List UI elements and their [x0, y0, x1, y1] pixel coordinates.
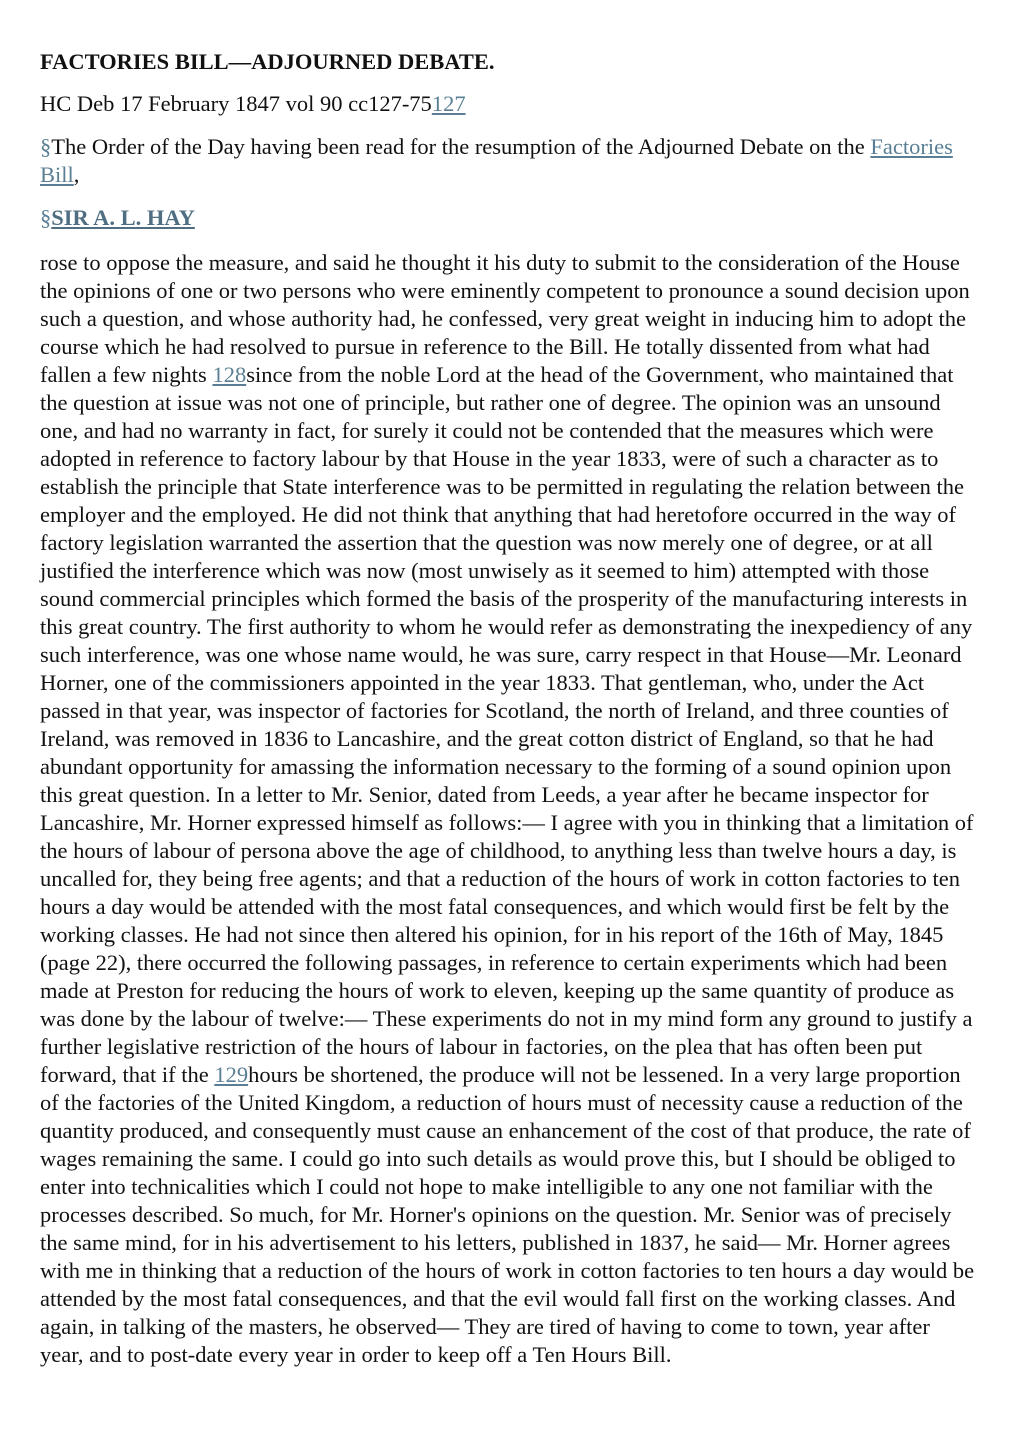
- section-mark-icon: §: [40, 205, 52, 230]
- speaker-heading: [40, 203, 976, 233]
- speech-text-part2: since from the noble Lord at the head of the Government, who maintained that the question at issue was not one of principle, but rather one of degree. The opinion was an unsound one, and had no warranty in fact, for surely it could not be contended that the measures which were adopted in reference to factory labour by that House in the year 1833, were of such a character as to establish the principle that State interference was to be permitted in regulating the relation between the employer and the employed. He did not think that anything that had heretofore occurred in the way of factory legislation warranted the assertion that the question was now merely one of degree, or at all justified the interference which was now (most unwisely as it seemed to him) attempted with those sound commercial principles which formed the basis of the prosperity of the manufacturing interests in this great country. The first authority to whom he would refer as demonstrating the inexpediency of any such interference, was one whose name would, he was sure, carry respect in that House—Mr. Leonard Horner, one of the commissioners appointed in the year 1833. That gentleman, who, under the Act passed in that year, was inspector of factories for Scotland, the north of Ireland, and three counties of Ireland, was removed in 1836 to Lancashire, and the great cotton district of England, so that he had abundant opportunity for amassing the information necessary to the forming of a sound opinion upon this great question. In a letter to Mr. Senior, dated from Leeds, a year after he became inspector for Lancashire, Mr. Horner expressed himself as follows:— I agree with you in thinking that a limitation of the hours of labour of persona above the age of childhood, to anything less than twelve hours a day, is uncalled for, they being free agents; and that a reduction of the hours of work in cotton factories to ten hours a day would be attended with the most fatal consequences, and which would first be felt by the working classes. He had not since then altered his opinion, for in his report of the 16th of May, 1845 (page 22), there occurred the following passages, in reference to certain experiments which had been made at Preston for reducing the hours of work to eleven, keeping up the same quantity of produce as was done by the labour of twelve:— These experiments do not in my mind form any ground to justify a further legislative restriction of the hours of labour in factories, on the plea that has often been put forward, that if the: [40, 362, 974, 1087]
- debate-title: FACTORIES BILL—ADJOURNED DEBATE.: [40, 49, 495, 74]
- section-mark-icon: §: [40, 134, 52, 159]
- column-link-129[interactable]: 129: [214, 1062, 249, 1087]
- column-link-128[interactable]: 128: [212, 362, 247, 387]
- speaker-name-link[interactable]: SIR A. L. HAY: [51, 205, 195, 230]
- speech-text-part3: hours be shortened, the produce will not be lessened. In a very large proportion of the factories of the United Kingdom, a reduction of hours must of necessity cause a reduction of the quantity produced, and consequently must cause an enhancement of the cost of that produce, the rate of wages remaining the same. I could go into such details as would prove this, but I should be obliged to enter into technicalities which I could not hope to make intelligible to any one not familiar with the processes described. So much, for Mr. Horner's opinions on the question. Mr. Senior was of precisely the same mind, for in his advertisement to his letters, published in 1837, he said— Mr. Horner agrees with me in thinking that a reduction of the hours of work in cotton factories to ten hours a day would be attended by the most fatal consequences, and that the evil would fall first on the working classes. And again, in talking of the masters, he observed— They are tired of having to come to town, year after year, and to post-date every year in order to keep off a Ten Hours Bill.: [40, 1062, 975, 1367]
- order-of-day-paragraph: [40, 133, 976, 189]
- intro-text: The Order of the Day having been read for the resumption of the Adjourned Debate on the: [51, 134, 871, 159]
- intro-text-end: ,: [73, 162, 80, 187]
- column-link-127[interactable]: 127: [431, 91, 466, 116]
- debate-reference: [40, 89, 976, 119]
- speech-text-part1: rose to oppose the measure, and said he thought it his duty to submit to the consideration of the House the opinions of one or two persons who were eminently competent to pronounce a sound decision upon such a question, and whose authority had, he confessed, very great weight in inducing him to adopt the course which he had resolved to pursue in reference to the Bill. He totally dissented from what had fallen a few nights: [40, 250, 970, 387]
- reference-text: HC Deb 17 February 1847 vol 90 cc127-75: [40, 91, 432, 116]
- debate-page: [40, 47, 976, 1369]
- speech-paragraph: [40, 249, 976, 1369]
- factories-bill-link[interactable]: Factories Bill: [40, 134, 953, 187]
